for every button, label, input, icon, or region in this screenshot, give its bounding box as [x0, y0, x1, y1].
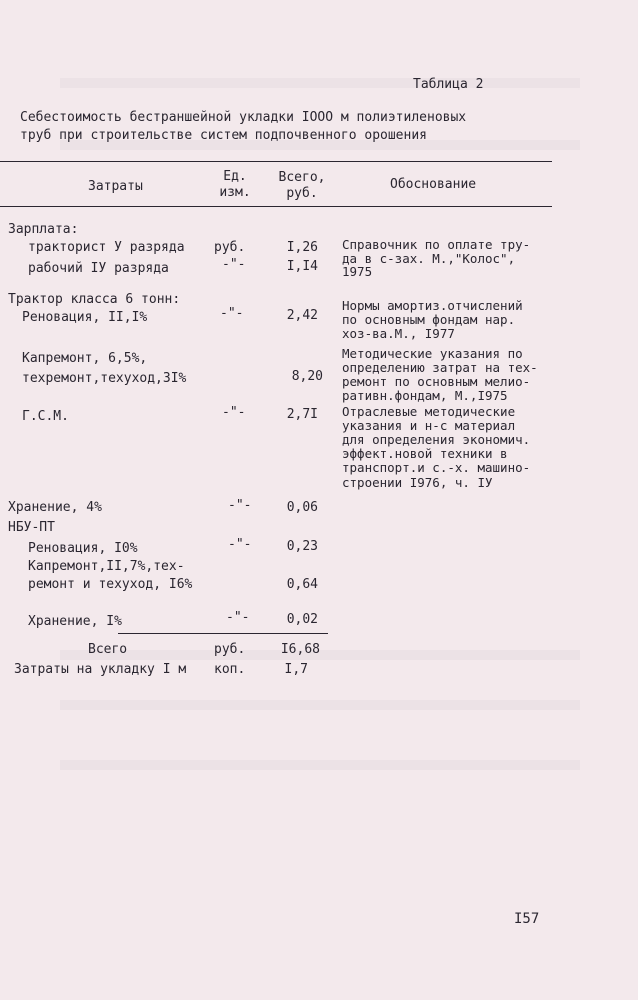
row-label: ремонт и техуход, I6%	[28, 577, 193, 592]
basis-line: ремонт по основным мелио-	[342, 374, 531, 389]
row-value: 0,23	[286, 539, 318, 554]
section-salary: Зарплата:	[8, 222, 79, 237]
basis-line: Отраслевые методические	[342, 404, 516, 419]
basis-line: указания и н-с материал	[342, 418, 516, 433]
row-unit: -"-	[228, 498, 252, 513]
total-value: I6,68	[280, 642, 320, 657]
row-value: 0,06	[286, 500, 318, 515]
row-label: тракторист У разряда	[28, 240, 185, 255]
laying-cost-value: I,7	[284, 662, 308, 677]
laying-cost-unit: коп.	[214, 662, 246, 677]
row-unit: -"-	[220, 306, 244, 321]
row-label: Реновация, I0%	[28, 541, 138, 556]
laying-cost-label: Затраты на укладку I м	[14, 662, 187, 677]
row-value: 0,64	[286, 577, 318, 592]
total-rule	[118, 633, 328, 634]
table-label: Таблица 2	[413, 77, 484, 92]
basis-line: определению затрат на тех-	[342, 360, 538, 375]
row-label: Хранение, I%	[28, 614, 122, 629]
row-label: Хранение, 4%	[8, 500, 102, 515]
basis-line: строении I976, ч. IУ	[342, 475, 493, 490]
row-label: техремонт,техуход,3I%	[22, 371, 187, 386]
row-unit: -"-	[226, 610, 250, 625]
row-value: 8,20	[291, 369, 323, 384]
basis-line: ративн.фондам, М.,I975	[342, 388, 508, 403]
bleed-through	[60, 760, 580, 770]
row-unit: -"-	[222, 405, 246, 420]
table-caption-line-2: труб при строительстве систем подпочвенного орошения	[20, 128, 427, 143]
section-tractor: Трактор класса 6 тонн:	[8, 292, 181, 307]
total-label: Всего	[88, 642, 128, 657]
row-value: 0,02	[286, 612, 318, 627]
row-label: Капремонт, 6,5%,	[22, 351, 148, 366]
basis-line: транспорт.и с.-х. машино-	[342, 460, 531, 475]
row-label: Капремонт,II,7%,тех-	[28, 559, 185, 574]
row-unit: руб.	[214, 240, 246, 255]
row-unit: -"-	[222, 257, 246, 272]
header-costs: Затраты	[88, 179, 143, 194]
section-nbu: НБУ-ПТ	[8, 520, 55, 535]
row-value: 2,42	[286, 308, 318, 323]
basis-line: Методические указания по	[342, 346, 523, 361]
total-unit: руб.	[214, 642, 246, 657]
header-total-line-2: руб.	[286, 186, 318, 201]
bleed-through	[60, 78, 580, 88]
table-top-rule	[0, 161, 552, 162]
basis-line: 1975	[342, 264, 373, 279]
header-basis: Обоснование	[390, 177, 477, 192]
header-unit-line-1: Ед.	[223, 169, 247, 184]
header-bottom-rule	[0, 206, 552, 207]
header-unit-line-2: изм.	[219, 185, 251, 200]
basis-line: да в с-зах. М.,"Колос",	[342, 251, 516, 266]
row-value: I,26	[286, 240, 318, 255]
page-number: I57	[514, 911, 540, 927]
basis-line: Справочник по оплате тру-	[342, 237, 531, 252]
basis-line: по основным фондам нар.	[342, 312, 516, 327]
header-total-line-1: Всего,	[278, 170, 326, 185]
row-label: Реновация, II,I%	[22, 310, 148, 325]
basis-line: эффект.новой техники в	[342, 446, 508, 461]
row-label: рабочий IУ разряда	[28, 261, 169, 276]
basis-line: для определения экономич.	[342, 432, 531, 447]
bleed-through	[60, 650, 580, 660]
basis-line: Нормы амортиз.отчислений	[342, 298, 523, 313]
row-unit: -"-	[228, 537, 252, 552]
row-value: I,I4	[286, 259, 318, 274]
table-caption-line-1: Себестоимость бестраншейной укладки IOOO м полиэтиленовых	[20, 110, 467, 125]
row-label: Г.С.М.	[22, 409, 69, 424]
row-value: 2,7I	[286, 407, 318, 422]
bleed-through	[60, 700, 580, 710]
basis-line: хоз-ва.М., I977	[342, 326, 455, 341]
